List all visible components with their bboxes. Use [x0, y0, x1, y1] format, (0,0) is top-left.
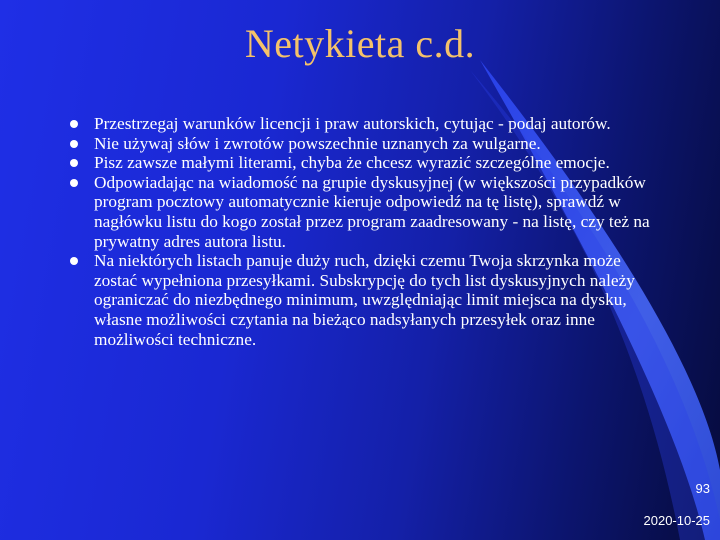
page-number: 93 — [695, 481, 710, 496]
slide-date: 2020-10-25 — [643, 513, 710, 528]
bullet-item — [70, 134, 650, 154]
bullet-text: Przestrzegaj warunków licencji i praw autorskich, cytując - podaj autorów. — [94, 114, 611, 133]
bullet-text: Nie używaj słów i zwrotów powszechnie uznanych za wulgarne. — [94, 133, 541, 153]
bullet-text: Pisz zawsze małymi literami, chyba że chcesz wyrazić szczególne emocje. — [94, 153, 610, 173]
bullet-dot-icon — [70, 257, 78, 265]
bullet-item — [70, 251, 650, 349]
bullet-list — [70, 114, 650, 349]
bullet-dot-icon — [70, 179, 78, 187]
bullet-text: Odpowiadając na wiadomość na grupie dyskusyjnej (w większości przypadków program pocztowy automatycznie kieruje odpowiedź na tę listę), sprawdź w nagłówku listu do kogo został przez program zaadresowany - na listę, czy też na prywatny adres autora listu. — [94, 172, 650, 251]
bullet-dot-icon — [70, 159, 78, 167]
bullet-item — [70, 114, 650, 134]
bullet-dot-icon — [70, 140, 78, 148]
bullet-dot-icon — [70, 120, 78, 128]
bullet-item — [70, 153, 650, 173]
slide-title: Netykieta c.d. — [244, 21, 476, 66]
bullet-text: Na niektórych listach panuje duży ruch, dzięki czemu Twoja skrzynka może zostać wypełniona przesyłkami. Subskrypcję do tych list dyskusyjnych należy ograniczać do niezbędnego minimum, uwzględniając limit miejsca na dysku, własne możliwości czytania na bieżąco nadsyłanych przesyłek oraz inne możliwości techniczne. — [94, 251, 635, 349]
bullet-item — [70, 173, 650, 251]
